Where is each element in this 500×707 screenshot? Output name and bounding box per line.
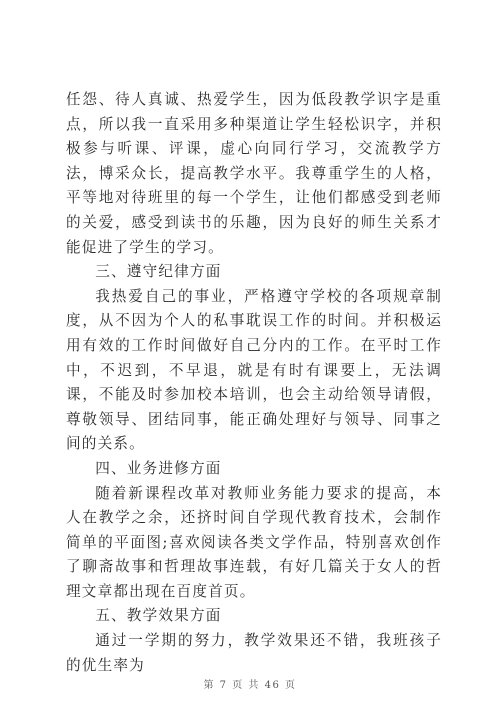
paragraph-discipline: 我热爱自己的事业，严格遵守学校的各项规章制度，从不因为个人的私事耽误工作的时间。并积极运用有效的工作时间做好自己分内的工作。在平时工作中，不迟到，不早退，就是有时有课要上，无法调课，不能及时参加校本培训，也会主动给领导请假，尊敬领导、团结同事，能正确处理好与领导、同事之间的关系。 bbox=[66, 287, 442, 453]
paragraph-continuation: 任怨、待人真诚、热爱学生，因为低段教学识字是重点，所以我一直采用多种渠道让学生轻松识字，并积极参与听课、评课，虚心向同行学习，交流教学方法，博采众长，提高教学水平。我尊重学生的人格，平等地对待班里的每一个学生，让他们都感受到老师的关爱，感受到读书的乐趣，因为良好的师生关系才能促进了学生的学习。 bbox=[66, 91, 442, 256]
document-body bbox=[66, 88, 442, 678]
page-footer: 第 7 页 共 46 页 bbox=[203, 680, 297, 691]
section-heading-discipline: 三、遵守纪律方面 bbox=[95, 263, 222, 281]
paragraph-professional-study: 随着新课程改革对教师业务能力要求的提高，本人在教学之余，还挤时间自学现代教育技术，会制作简单的平面图;喜欢阅读各类文学作品，特别喜欢创作了聊斋故事和哲理故事连载，有好几篇关于女人的哲理文章都出现在百度首页。 bbox=[66, 484, 442, 600]
paragraph-teaching-results: 通过一学期的努力，教学效果还不错，我班孩子的优生率为 bbox=[66, 632, 442, 674]
section-heading-professional-study: 四、业务进修方面 bbox=[95, 459, 222, 477]
section-heading-teaching-results: 五、教学效果方面 bbox=[95, 607, 222, 625]
